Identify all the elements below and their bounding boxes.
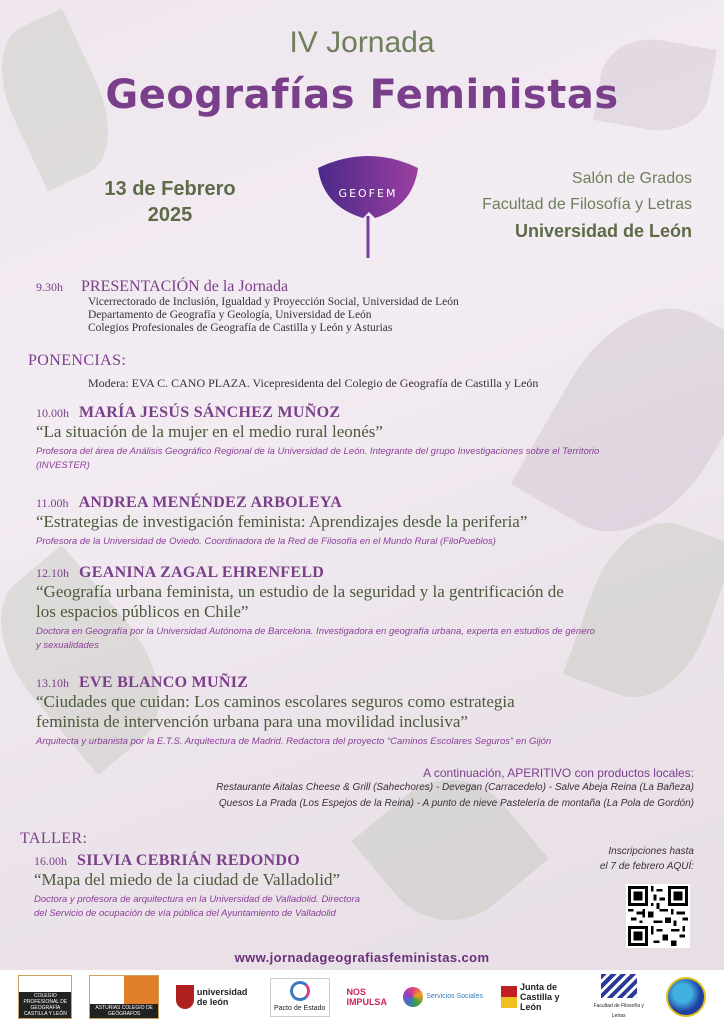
presentation-line: Departamento de Geografía y Geología, Universidad de León — [88, 309, 372, 321]
sponsor-footer — [0, 970, 724, 1024]
taller-bio: Doctora y profesora de arquitectura en la Universidad de Valladolid. Directora — [34, 894, 360, 905]
logo-caption: NOS IMPULSA — [346, 987, 387, 1007]
talk-time: 11.00h — [36, 496, 69, 510]
talk-speaker: MARÍA JESÚS SÁNCHEZ MUÑOZ — [79, 404, 341, 421]
talk-title: “Geografía urbana feminista, un estudio de la seguridad y la gentrificación de — [36, 582, 564, 601]
talk-title: los espacios públicos en Chile” — [36, 602, 249, 621]
faculty-stripes-icon — [601, 974, 637, 998]
aperitivo-line: Restaurante Aitalas Cheese & Grill (Sahechores) - Devegan (Carracedelo) - Salve Abeja Reina (La Bañeza) — [216, 782, 694, 793]
globe-icon — [666, 977, 706, 1017]
universidad-leon-logo — [176, 985, 253, 1009]
servicios-sociales-logo — [403, 987, 484, 1007]
logo-caption: Servicios Sociales — [426, 993, 484, 1000]
moderator: Modera: EVA C. CANO PLAZA. Vicepresidenta del Colegio de Geografía de Castilla y León — [88, 376, 539, 390]
talk-speaker: ANDREA MENÉNDEZ ARBOLEYA — [78, 494, 343, 511]
aperitivo-section — [94, 766, 694, 812]
pacto-estado-logo — [270, 978, 330, 1017]
talk-item — [36, 494, 696, 549]
talk-time: 13.10h — [36, 676, 69, 690]
talk-item — [36, 404, 696, 473]
presentation-title: PRESENTACIÓN de la Jornada — [81, 278, 289, 295]
venue-room: Salón de Grados — [571, 170, 692, 187]
event-website-link[interactable]: www.jornadageografiasfeministas.com — [234, 950, 490, 965]
presentation-line: Colegios Profesionales de Geografía de Castilla y León y Asturias — [88, 322, 393, 334]
nos-impulsa-logo — [346, 987, 386, 1007]
event-title: Geografías Feministas — [105, 72, 619, 118]
registration-line: Inscripciones hasta — [608, 846, 694, 857]
talk-bio: (INVESTER) — [36, 460, 90, 471]
aperitivo-line: Quesos La Prada (Los Espejos de la Reina) - A punto de nieve Pastelería de montaña (La Pola de Gordón) — [218, 798, 694, 809]
talk-title: “La situación de la mujer en el medio rural leonés” — [36, 422, 383, 441]
year-line: 2025 — [147, 204, 193, 226]
taller-title: “Mapa del miedo de la ciudad de Valladolid” — [34, 870, 341, 889]
taller-heading: TALLER: — [20, 830, 88, 847]
talk-item — [36, 674, 696, 749]
pacto-circle-icon — [290, 981, 310, 1001]
date-line: 13 de Febrero — [104, 178, 236, 200]
geofem-logo — [313, 150, 423, 260]
venue-university: Universidad de León — [514, 221, 692, 241]
talk-item — [36, 564, 696, 653]
talk-time: 10.00h — [36, 406, 69, 420]
logo-caption: Pacto de Estado — [273, 1004, 326, 1012]
talk-title: feminista de intervención urbana para una movilidad inclusiva” — [36, 712, 468, 731]
globe-logo — [666, 977, 706, 1017]
taller-time: 16.00h — [34, 854, 67, 868]
event-edition: IV Jornada — [289, 26, 435, 59]
talk-time: 12.10h — [36, 566, 69, 580]
talk-speaker: GEANINA ZAGAL EHRENFELD — [79, 564, 325, 581]
logo-caption: ASTURIAS COLEGIO DE GEÓGRAFOS — [90, 1004, 158, 1018]
presentation-time: 9.30h — [36, 280, 63, 294]
logo-caption: universidad de león — [196, 987, 248, 1007]
talk-bio: Arquitecta y urbanista por la E.T.S. Arquitectura de Madrid. Redactora del proyecto “Caminos Escolares Seguros” en Gijón — [36, 736, 552, 747]
ponencias-heading: PONENCIAS: — [28, 352, 127, 369]
talk-speaker: EVE BLANCO MUÑIZ — [79, 674, 249, 691]
colegio-geografos-asturias-logo — [89, 975, 159, 1019]
junta-shield-icon — [501, 986, 517, 1008]
taller-bio: del Servicio de ocupación de vía pública del Ayuntamiento de Valladolid — [34, 908, 336, 919]
taller-section — [20, 830, 580, 921]
presentation-line: Vicerrectorado de Inclusión, Igualdad y Proyección Social, Universidad de León — [88, 296, 459, 308]
flower-icon — [403, 987, 423, 1007]
aperitivo-heading: A continuación, APERITIVO con productos locales: — [423, 766, 694, 780]
talk-title: “Ciudades que cuidan: Los caminos escolares seguros como estrategia — [36, 692, 515, 711]
logo-text: GEOFEM — [338, 187, 398, 200]
registration-qr-code[interactable] — [626, 884, 690, 948]
taller-speaker: SILVIA CEBRIÁN REDONDO — [77, 852, 300, 869]
junta-cyl-logo — [501, 982, 572, 1012]
logo-caption: COLEGIO PROFESIONAL DE GEOGRAFÍA CASTILLA Y LEÓN — [19, 992, 71, 1018]
colegio-geografia-cyl-logo — [18, 975, 72, 1019]
university-shield-icon — [176, 985, 194, 1009]
registration-line[interactable]: el 7 de febrero AQUÍ: — [599, 861, 694, 872]
presentation-section — [36, 278, 696, 335]
logo-caption: Junta de Castilla y León — [519, 982, 560, 1012]
venue-faculty: Facultad de Filosofía y Letras — [482, 196, 692, 213]
registration-note — [554, 844, 694, 874]
facultad-filosofia-logo — [589, 974, 649, 1021]
event-date — [60, 176, 280, 228]
logo-caption: Facultad de Filosofía y Letras — [593, 1002, 644, 1019]
talk-bio: Doctora en Geografía por la Universidad Autónoma de Barcelona. Investigadora en geografía urbana, experta en estudios de género — [36, 626, 595, 637]
talk-bio: Profesora del área de Análisis Geográfico Regional de la Universidad de León. Integrante del grupo Investigaciones sobre el Territorio — [36, 446, 600, 457]
talk-bio: y sexualidades — [36, 640, 99, 651]
venue — [482, 166, 692, 244]
talk-title: “Estrategias de investigación feminista: Aprendizajes desde la periferia” — [36, 512, 528, 531]
talk-bio: Profesora de la Universidad de Oviedo. Coordinadora de la Red de Filosofía en el Mundo Rural (FiloPueblos) — [36, 536, 496, 547]
